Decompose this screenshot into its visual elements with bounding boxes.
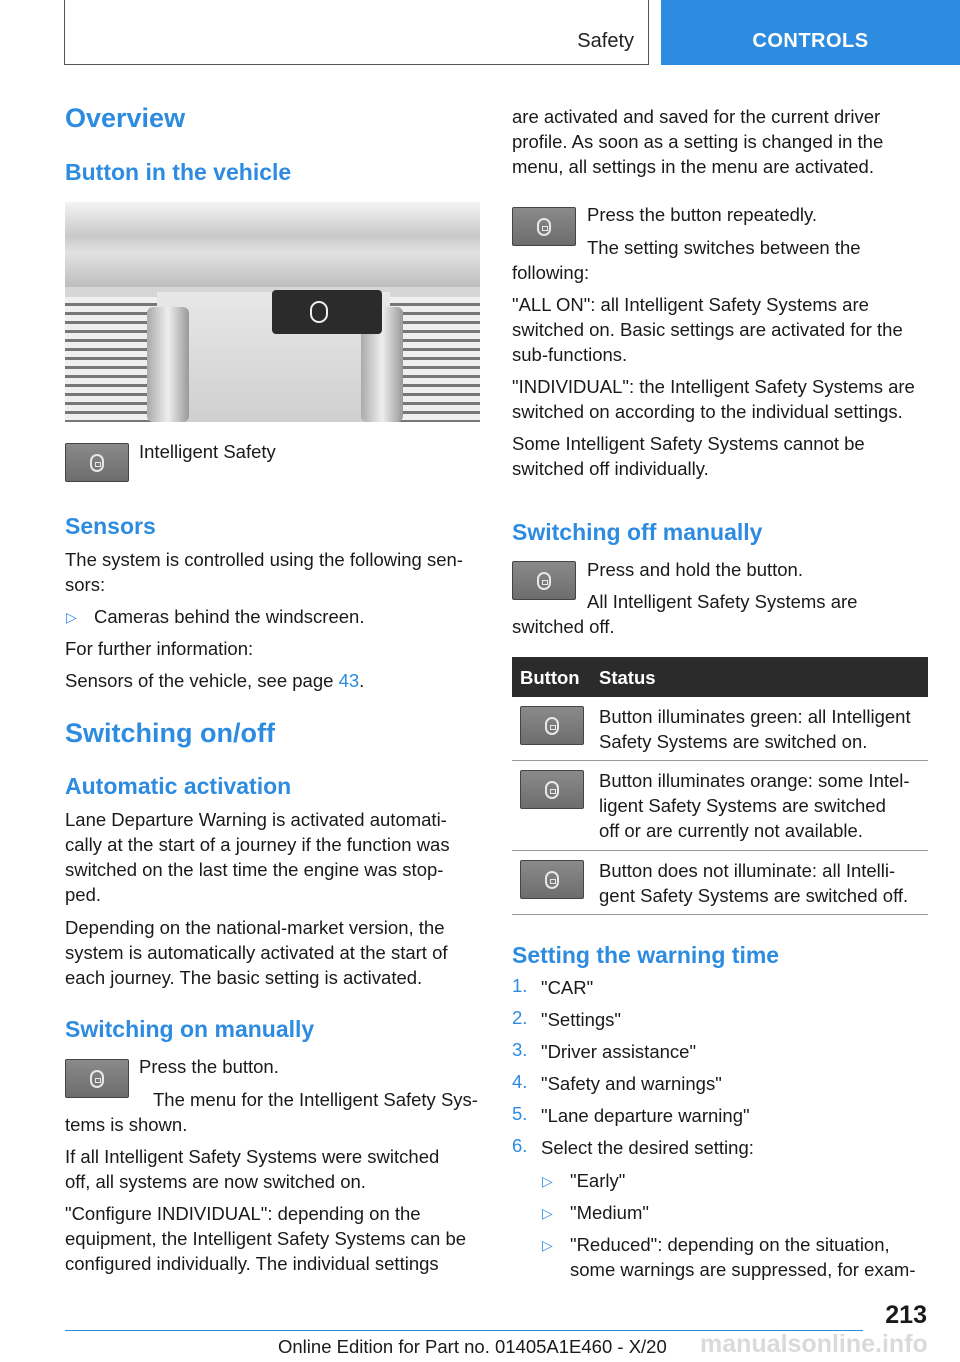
- switches-text-2: following:: [512, 262, 590, 283]
- intelligent-safety-icon: [512, 561, 576, 600]
- depending-text-1: Depending on the national-market version, the: [65, 917, 445, 938]
- overview-heading: Overview: [65, 103, 186, 133]
- warning-time-heading: Setting the warning time: [512, 942, 780, 968]
- switching-heading: Switching on/off: [65, 718, 275, 748]
- step-number: 5.: [512, 1103, 528, 1124]
- continued-text-1: are activated and saved for the current driver: [512, 106, 881, 127]
- status-orange-2: ligent Safety Systems are switched: [599, 795, 886, 816]
- intelligent-safety-button-photo-icon: [272, 290, 382, 334]
- switching-off-manually-heading: Switching off manually: [512, 519, 763, 545]
- option-medium: "Medium": [570, 1202, 649, 1223]
- step-number: 4.: [512, 1071, 528, 1092]
- sensors-heading: Sensors: [65, 513, 156, 539]
- intelligent-safety-icon: [520, 860, 584, 899]
- switches-text-1: The setting switches between the: [587, 237, 861, 258]
- intelligent-safety-icon: [512, 207, 576, 246]
- status-green-2: Safety Systems are switched on.: [599, 731, 868, 752]
- step-text: "CAR": [541, 977, 594, 998]
- table-row: [512, 761, 928, 851]
- continued-text-3: menu, all settings in the menu are activated.: [512, 156, 874, 177]
- option-reduced-1: "Reduced": depending on the situation,: [570, 1234, 890, 1255]
- sensors-text-1: The system is controlled using the following sen-: [65, 549, 463, 570]
- intelligent-safety-icon: [520, 770, 584, 809]
- table-row: [512, 697, 928, 761]
- table-header: [512, 657, 928, 697]
- auto-text-4: ped.: [65, 884, 102, 905]
- all-on-text-2: switched on. Basic settings are activated for the: [512, 319, 903, 340]
- status-orange-1: Button illuminates orange: some Intel-: [599, 770, 910, 791]
- menu-text-1: The menu for the Intelligent Safety Sys-: [153, 1089, 478, 1110]
- header-frame: [64, 0, 649, 65]
- sensors-text-2: sors:: [65, 574, 106, 595]
- step-text: "Driver assistance": [541, 1041, 697, 1062]
- auto-text-3: switched on the last time the engine was stop-: [65, 859, 444, 880]
- step-number: 6.: [512, 1135, 528, 1156]
- option-early: "Early": [570, 1170, 626, 1191]
- step-text: "Lane departure warning": [541, 1105, 750, 1126]
- col-header-status: Status: [599, 667, 656, 688]
- intelligent-safety-icon: [65, 443, 129, 482]
- if-all-text-1: If all Intelligent Safety Systems were switched: [65, 1146, 440, 1167]
- depending-text-2: system is automatically activated at the start of: [65, 942, 448, 963]
- bullet-triangle-icon: ▷: [542, 1173, 553, 1189]
- if-all-text-2: off, all systems are now switched on.: [65, 1171, 366, 1192]
- step-number: 2.: [512, 1007, 528, 1028]
- press-hold-text: Press and hold the button.: [587, 559, 803, 580]
- page-number: 213: [885, 1301, 927, 1329]
- menu-text-2: tems is shown.: [65, 1114, 188, 1135]
- sensors-item: Cameras behind the windscreen.: [94, 606, 365, 627]
- bullet-triangle-icon: ▷: [66, 609, 77, 625]
- edition-text: Online Edition for Part no. 01405A1E460 - X/20: [278, 1336, 667, 1357]
- chapter-tab[interactable]: [661, 0, 960, 65]
- sensors-reference: Sensors of the vehicle, see page 43.: [65, 670, 365, 691]
- watermark: manualsonline.info: [700, 1330, 928, 1358]
- switching-on-manually-heading: Switching on manually: [65, 1016, 315, 1042]
- col-header-button: Button: [520, 667, 580, 688]
- intelligent-safety-icon: [520, 706, 584, 745]
- page-link-43[interactable]: 43: [338, 670, 360, 691]
- chapter-title: CONTROLS: [752, 30, 869, 52]
- all-off-text-2: switched off.: [512, 616, 615, 637]
- table-row: [512, 851, 928, 915]
- press-button-text: Press the button.: [139, 1056, 279, 1077]
- step-number: 1.: [512, 975, 528, 996]
- some-cannot-text-1: Some Intelligent Safety Systems cannot be: [512, 433, 865, 454]
- configure-text-3: configured individually. The individual settings: [65, 1253, 439, 1274]
- further-info: For further information:: [65, 638, 254, 659]
- some-cannot-text-2: switched off individually.: [512, 458, 709, 479]
- all-off-text-1: All Intelligent Safety Systems are: [587, 591, 858, 612]
- continued-text-2: profile. As soon as a setting is changed in the: [512, 131, 884, 152]
- configure-text-2: equipment, the Intelligent Safety Systems can be: [65, 1228, 467, 1249]
- depending-text-3: each journey. The basic setting is activated.: [65, 967, 423, 988]
- status-off-2: gent Safety Systems are switched off.: [599, 885, 909, 906]
- configure-text-1: "Configure INDIVIDUAL": depending on the: [65, 1203, 421, 1224]
- step-text: "Safety and warnings": [541, 1073, 722, 1094]
- bullet-triangle-icon: ▷: [542, 1205, 553, 1221]
- individual-text-2: switched on according to the individual settings.: [512, 401, 903, 422]
- step-number: 3.: [512, 1039, 528, 1060]
- automatic-activation-heading: Automatic activation: [65, 773, 292, 799]
- bullet-triangle-icon: ▷: [542, 1237, 553, 1253]
- auto-text-2: cally at the start of a journey if the function was: [65, 834, 450, 855]
- all-on-text-1: "ALL ON": all Intelligent Safety Systems are: [512, 294, 869, 315]
- section-title: Safety: [577, 30, 634, 52]
- status-off-1: Button does not illuminate: all Intelli-: [599, 860, 896, 881]
- intelligent-safety-label: Intelligent Safety: [139, 441, 276, 462]
- press-repeatedly-text: Press the button repeatedly.: [587, 204, 818, 225]
- step-text: "Settings": [541, 1009, 621, 1030]
- auto-text-1: Lane Departure Warning is activated automati-: [65, 809, 447, 830]
- individual-text-1: "INDIVIDUAL": the Intelligent Safety Systems are: [512, 376, 915, 397]
- option-reduced-2: some warnings are suppressed, for exam-: [570, 1259, 916, 1280]
- all-on-text-3: sub-functions.: [512, 344, 628, 365]
- intelligent-safety-icon: [65, 1059, 129, 1098]
- step-text: Select the desired setting:: [541, 1137, 754, 1158]
- button-status-table: [512, 657, 928, 915]
- status-green-1: Button illuminates green: all Intelligent: [599, 706, 911, 727]
- status-orange-3: off or are currently not available.: [599, 820, 863, 841]
- button-in-vehicle-heading: Button in the vehicle: [65, 159, 292, 185]
- vehicle-button-photo: [65, 202, 480, 422]
